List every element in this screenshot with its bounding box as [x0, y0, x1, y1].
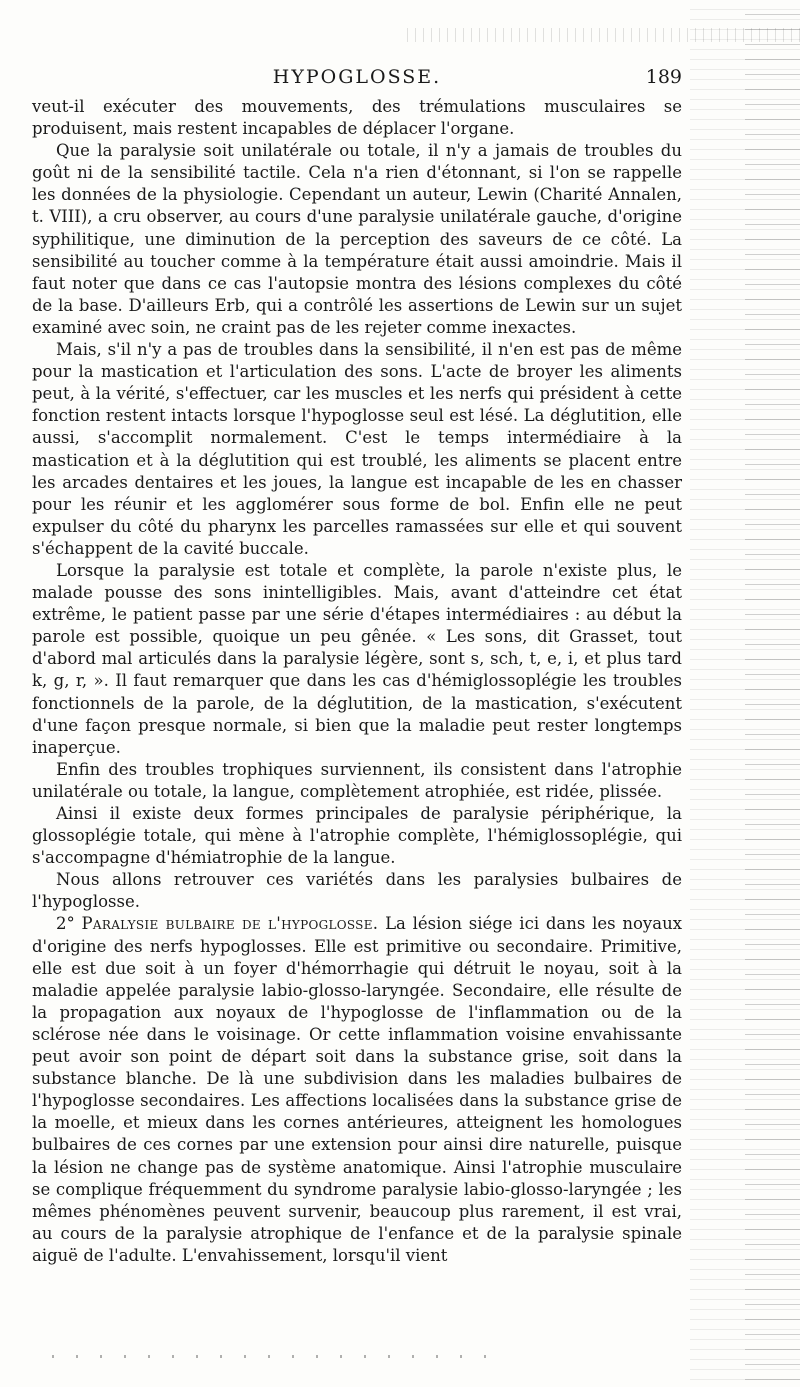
running-head: HYPOGLOSSE. [272, 66, 442, 88]
paragraph: veut-il exécuter des mouvements, des trémulations musculaires se produisent, mais restent incapables de déplacer l'organe. [32, 97, 682, 139]
page-header [32, 64, 682, 94]
paragraph: Mais, s'il n'y a pas de troubles dans la sensibilité, il n'en est pas de même pour la mastication et l'articulation des sons. L'acte de broyer les aliments peut, à la vérité, s'effectuer, car les muscles et les nerfs qui président à cette fonction restent intacts lorsque l'hypoglosse seul est lésé. La déglutition, elle aussi, s'accomplit normalement. C'est le temps intermédiaire à la mastication et à la déglutition qui est troublé, les aliments se placent entre les arcades dentaires et les joues, la langue est incapable de les en chasser pour les réunir et les agglomérer sous forme de bol. Enfin elle ne peut expulser du côté du pharynx les parcelles ramassées sur elle et qui souvent s'échappent de la cavité buccale. [32, 340, 682, 558]
paragraph: Nous allons retrouver ces variétés dans les paralysies bulbaires de l'hypoglosse. [32, 870, 682, 912]
scan-artifact-edge [745, 0, 800, 1387]
paragraph: Que la paralysie soit unilatérale ou totale, il n'y a jamais de troubles du goût ni de la sensibilité tactile. Cela n'a rien d'étonnant, si l'on se rappelle les données de la physiologie. Cependant un auteur, Lewin (Charité Annalen, t. VIII), a cru observer, au cours d'une paralysie unilatérale gauche, d'origine syphilitique, une diminution de la perception des saveurs de ce côté. La sensibilité au toucher comme à la température était aussi amoindrie. Mais il faut noter que dans ce cas l'autopsie montra des lésions complexes du côté de la base. D'ailleurs Erb, qui a contrôlé les assertions de Lewin sur un sujet examiné avec soin, ne craint pas de les rejeter comme inexactes. [32, 141, 682, 337]
section-heading: Paralysie bulbaire de l'hypoglosse. [81, 914, 379, 934]
section-text: La lésion siége ici dans les noyaux d'origine des nerfs hypoglosses. Elle est primitive ou secondaire. Primitive, elle est due soit à un foyer d'hémorrhagie qui détruit le noyau, soit à la maladie appelée paralysie labio-glosso-laryngée. Secondaire, elle résulte de la propagation aux noyaux de l'hypoglosse de l'inflammation ou de la sclérose née dans le voisinage. Or cette inflammation voisine envahissante peut avoir son point de départ soit dans la substance grise, soit dans la substance blanche. De là une subdivision dans les maladies bulbaires de l'hypoglosse secondaires. Les affections localisées dans la substance grise de la moelle, et mieux dans les cornes antérieures, atteignent les homologues bulbaires de ces cornes par une extension pour ainsi dire naturelle, puisque la lésion ne change pas de système anatomique. Ainsi l'atrophie musculaire se complique fréquemment du syndrome paralysie labio-glosso-laryngée ; les mêmes phénomènes peuvent survenir, beaucoup plus rarement, il est vrai, au cours de la paralysie atrophique de l'enfance et de la paralysie spinale aiguë de l'adulte. L'envahissement, lorsqu'il vient [32, 914, 683, 1265]
section-paragraph [32, 913, 682, 1267]
section-number: 2° [56, 914, 75, 934]
body-text [32, 96, 682, 1267]
page-number: 189 [645, 66, 682, 88]
scan-artifact-bottom [30, 1355, 490, 1358]
paragraph: Ainsi il existe deux formes principales de paralysie périphérique, la glossoplégie totale, qui mène à l'atrophie complète, l'hémiglossoplégie, qui s'accompagne d'hémiatrophie de la langue. [32, 804, 682, 868]
paragraph: Enfin des troubles trophiques surviennent, ils consistent dans l'atrophie unilatérale ou totale, la langue, complètement atrophiée, est ridée, plissée. [32, 759, 682, 801]
paragraph: Lorsque la paralysie est totale et complète, la parole n'existe plus, le malade pousse des sons inintelligibles. Mais, avant d'atteindre cet état extrême, le patient passe par une série d'étapes intermédiaires : au début la parole est possible, quoique un peu gênée. « Les sons, dit Grasset, tout d'abord mal articulés dans la paralysie légère, sont s, sch, t, e, i, et plus tard k, g, r, ». Il faut remarquer que dans les cas d'hémiglossoplégie les troubles fonctionnels de la parole, de la déglutition, de la mastication, s'exécutent d'une façon presque normale, si bien que la maladie peut rester longtemps inaperçue. [32, 560, 682, 757]
